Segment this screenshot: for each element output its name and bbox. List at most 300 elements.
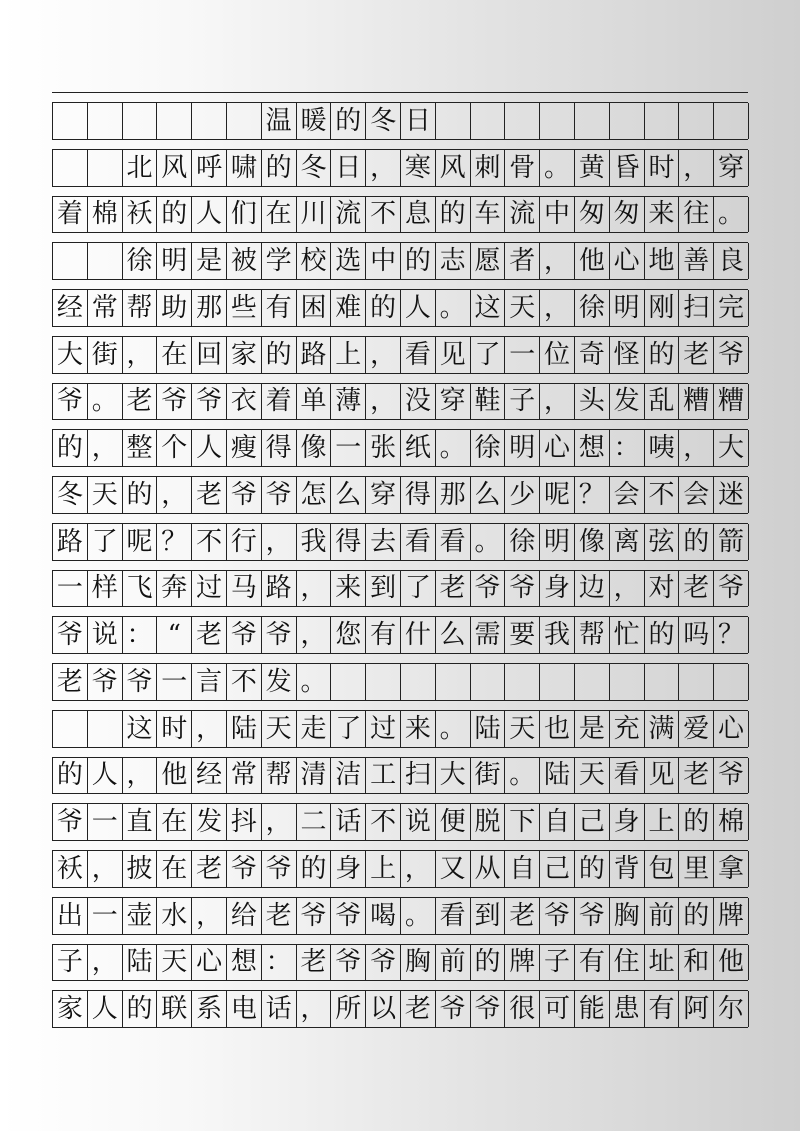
grid-cell [714, 103, 749, 139]
grid-cell: 中 [540, 197, 575, 233]
grid-cell: ？ [575, 477, 610, 513]
grid-cell: 爷 [471, 571, 506, 607]
grid-cell: 牌 [714, 898, 749, 934]
grid-cell: 老 [505, 898, 540, 934]
grid-cell: 上 [645, 804, 680, 840]
grid-cell: ， [401, 851, 436, 887]
grid-cell: 呢 [540, 477, 575, 513]
grid-cell: 联 [157, 991, 192, 1027]
grid-cell: 的 [679, 898, 714, 934]
grid-cell: 。 [505, 758, 540, 794]
grid-cell: 。 [714, 197, 749, 233]
grid-cell: 想 [575, 430, 610, 466]
grid-cell: ？ [157, 524, 192, 560]
grid-cell: 爷 [262, 617, 297, 653]
grid-cell: 上 [331, 337, 366, 373]
grid-cell: 忙 [610, 617, 645, 653]
grid-cell: 往 [679, 197, 714, 233]
grid-cell: 所 [331, 991, 366, 1027]
grid-cell: 川 [297, 197, 332, 233]
grid-cell: 我 [540, 617, 575, 653]
grid-cell [471, 664, 506, 700]
grid-cell: 匆 [610, 197, 645, 233]
grid-cell: 水 [157, 898, 192, 934]
grid-cell: 洁 [331, 758, 366, 794]
grid-cell: 心 [610, 243, 645, 279]
grid-cell: 陆 [123, 945, 158, 981]
grid-cell: 街 [471, 758, 506, 794]
cell-band [52, 944, 748, 981]
grid-cell: 不 [227, 664, 262, 700]
grid-cell: 冬 [366, 103, 401, 139]
grid-cell: 一 [88, 898, 123, 934]
grid-cell: 胸 [610, 898, 645, 934]
grid-cell: 老 [262, 898, 297, 934]
grid-cell: 风 [157, 150, 192, 186]
grid-cell: 志 [436, 243, 471, 279]
grid-cell: 。 [436, 430, 471, 466]
grid-cell: 瘦 [227, 430, 262, 466]
grid-cell: 您 [331, 617, 366, 653]
grid-cell: 位 [540, 337, 575, 373]
grid-cell: 爷 [192, 384, 227, 420]
grid-cell [88, 243, 123, 279]
grid-row [52, 420, 748, 467]
grid-cell: ， [88, 945, 123, 981]
grid-cell: 会 [679, 477, 714, 513]
grid-cell: 爷 [88, 664, 123, 700]
grid-cell: 么 [471, 477, 506, 513]
grid-cell: 说 [88, 617, 123, 653]
grid-cell: ， [366, 150, 401, 186]
grid-cell: ： [262, 945, 297, 981]
grid-cell: 可 [540, 991, 575, 1027]
grid-cell: ， [262, 524, 297, 560]
grid-row [52, 233, 748, 280]
grid-cell [53, 103, 88, 139]
grid-cell: 呢 [123, 524, 158, 560]
grid-cell: 袄 [53, 851, 88, 887]
grid-cell: 。 [436, 711, 471, 747]
grid-cell [610, 664, 645, 700]
grid-cell: 。 [297, 664, 332, 700]
grid-cell: 黄 [575, 150, 610, 186]
grid-cell: 过 [192, 571, 227, 607]
grid-cell: 常 [88, 290, 123, 326]
grid-cell: 己 [575, 804, 610, 840]
grid-cell: 二 [297, 804, 332, 840]
grid-cell: 边 [575, 571, 610, 607]
grid-cell: 冬 [297, 150, 332, 186]
grid-cell: 那 [436, 477, 471, 513]
grid-cell: 阿 [679, 991, 714, 1027]
cell-band [52, 242, 748, 279]
grid-cell: 样 [88, 571, 123, 607]
grid-cell: ， [123, 337, 158, 373]
grid-cell: 怪 [610, 337, 645, 373]
grid-cell: 少 [505, 477, 540, 513]
grid-cell: 时 [157, 711, 192, 747]
grid-cell: 风 [436, 150, 471, 186]
grid-cell: 爷 [227, 851, 262, 887]
grid-cell: 。 [401, 898, 436, 934]
grid-cell: 怎 [297, 477, 332, 513]
grid-cell: 息 [401, 197, 436, 233]
grid-row [52, 467, 748, 514]
grid-cell: 。 [88, 384, 123, 420]
grid-cell: 袄 [123, 197, 158, 233]
grid-cell [645, 103, 680, 139]
grid-row [52, 981, 748, 1028]
grid-cell: 过 [366, 711, 401, 747]
grid-cell: ， [540, 290, 575, 326]
cell-band [52, 757, 748, 794]
grid-cell: 大 [714, 430, 749, 466]
cell-band [52, 803, 748, 840]
grid-cell: 我 [297, 524, 332, 560]
grid-cell: 见 [645, 758, 680, 794]
grid-cell: 人 [192, 430, 227, 466]
grid-cell: 这 [471, 290, 506, 326]
grid-cell: 是 [192, 243, 227, 279]
grid-cell: 的 [123, 477, 158, 513]
grid-cell: 帮 [575, 617, 610, 653]
grid-cell: 不 [645, 477, 680, 513]
grid-cell: 的 [262, 337, 297, 373]
grid-cell: 困 [297, 290, 332, 326]
grid-cell: 中 [366, 243, 401, 279]
grid-cell: 的 [436, 197, 471, 233]
grid-cell: 能 [575, 991, 610, 1027]
grid-row [52, 280, 748, 327]
grid-cell: 的 [297, 851, 332, 887]
grid-cell: 地 [645, 243, 680, 279]
grid-cell [645, 664, 680, 700]
grid-cell: 直 [123, 804, 158, 840]
grid-cell: 啸 [227, 150, 262, 186]
cell-band [52, 196, 748, 233]
grid-cell: 喝 [366, 898, 401, 934]
grid-cell: 他 [157, 758, 192, 794]
grid-cell: 工 [366, 758, 401, 794]
grid-cell: 些 [227, 290, 262, 326]
grid-cell: 爷 [575, 898, 610, 934]
grid-cell: 脱 [471, 804, 506, 840]
grid-cell: 到 [471, 898, 506, 934]
grid-cell: 爷 [157, 384, 192, 420]
grid-cell: 抖 [227, 804, 262, 840]
cell-band [52, 429, 748, 466]
grid-cell: 穿 [436, 384, 471, 420]
grid-cell: 爷 [714, 758, 749, 794]
grid-cell [192, 103, 227, 139]
grid-cell: 家 [53, 991, 88, 1027]
grid-cell: 想 [227, 945, 262, 981]
grid-cell [679, 103, 714, 139]
grid-cell: 去 [366, 524, 401, 560]
grid-cell [540, 664, 575, 700]
grid-cell: 的 [157, 197, 192, 233]
grid-cell: 么 [331, 477, 366, 513]
grid-cell: 大 [436, 758, 471, 794]
grid-cell: 的 [679, 804, 714, 840]
grid-cell: 。 [471, 524, 506, 560]
cell-band [52, 897, 748, 934]
grid-cell: 爷 [331, 945, 366, 981]
grid-cell: 日 [401, 103, 436, 139]
grid-cell: 一 [88, 804, 123, 840]
grid-cell: 子 [540, 945, 575, 981]
grid-cell: 老 [679, 758, 714, 794]
grid-cell: 胸 [401, 945, 436, 981]
grid-cell: 愿 [471, 243, 506, 279]
grid-cell: 鞋 [471, 384, 506, 420]
grid-cell: 糟 [714, 384, 749, 420]
grid-cell: 一 [157, 664, 192, 700]
grid-cell: 的 [123, 991, 158, 1027]
grid-row [52, 607, 748, 654]
grid-cell: 老 [53, 664, 88, 700]
grid-cell: 见 [436, 337, 471, 373]
grid-cell: 马 [227, 571, 262, 607]
grid-cell: ， [297, 991, 332, 1027]
grid-cell: 以 [366, 991, 401, 1027]
grid-cell: 在 [157, 337, 192, 373]
grid-cell: 了 [401, 571, 436, 607]
grid-cell: 了 [88, 524, 123, 560]
grid-cell: 老 [297, 945, 332, 981]
grid-cell: 爷 [53, 384, 88, 420]
grid-cell: 到 [366, 571, 401, 607]
grid-cell: 身 [331, 851, 366, 887]
grid-row [52, 841, 748, 888]
grid-cell: 难 [331, 290, 366, 326]
grid-row [52, 654, 748, 701]
grid-cell: 了 [331, 711, 366, 747]
grid-cell: 发 [610, 384, 645, 420]
grid-cell: 路 [297, 337, 332, 373]
grid-cell: 会 [610, 477, 645, 513]
grid-cell [53, 243, 88, 279]
grid-cell: 身 [540, 571, 575, 607]
grid-cell: 来 [401, 711, 436, 747]
grid-cell: 得 [401, 477, 436, 513]
grid-cell: 大 [53, 337, 88, 373]
grid-cell: ， [610, 571, 645, 607]
cell-band [52, 616, 748, 653]
grid-cell: 患 [610, 991, 645, 1027]
grid-cell: ： [123, 617, 158, 653]
grid-cell: 的 [679, 524, 714, 560]
grid-cell: 清 [297, 758, 332, 794]
grid-cell [88, 711, 123, 747]
grid-cell: 流 [331, 197, 366, 233]
grid-cell [575, 664, 610, 700]
grid-cell: 身 [610, 804, 645, 840]
grid-cell: 己 [540, 851, 575, 887]
grid-cell: ， [88, 430, 123, 466]
grid-cell: 薄 [331, 384, 366, 420]
grid-cell: 话 [262, 991, 297, 1027]
grid-cell: 披 [123, 851, 158, 887]
grid-cell: 在 [157, 851, 192, 887]
grid-cell: 这 [123, 711, 158, 747]
cell-band [52, 850, 748, 887]
grid-cell [540, 103, 575, 139]
grid-cell: 弦 [645, 524, 680, 560]
grid-cell: 单 [297, 384, 332, 420]
grid-cell: 经 [53, 290, 88, 326]
grid-cell [331, 664, 366, 700]
grid-cell: 陆 [471, 711, 506, 747]
grid-cell: 很 [505, 991, 540, 1027]
grid-cell: 拿 [714, 851, 749, 887]
grid-cell: 帮 [123, 290, 158, 326]
grid-cell [610, 103, 645, 139]
grid-cell: 有 [575, 945, 610, 981]
grid-cell [123, 103, 158, 139]
grid-cell [436, 103, 471, 139]
grid-cell: 冬 [53, 477, 88, 513]
grid-cell: ， [262, 804, 297, 840]
grid-cell: 不 [366, 197, 401, 233]
grid-cell [505, 103, 540, 139]
grid-cell: 爷 [436, 991, 471, 1027]
cell-band [52, 102, 748, 139]
grid-cell: 爷 [123, 664, 158, 700]
grid-cell: 有 [262, 290, 297, 326]
grid-cell [88, 103, 123, 139]
grid-cell: 昏 [610, 150, 645, 186]
grid-cell: 是 [575, 711, 610, 747]
grid-cell: ， [679, 430, 714, 466]
cell-band [52, 570, 748, 607]
grid-cell: 像 [575, 524, 610, 560]
grid-cell [53, 150, 88, 186]
grid-cell: ， [123, 758, 158, 794]
grid-row [52, 514, 748, 561]
grid-cell: 扫 [401, 758, 436, 794]
grid-cell: 明 [540, 524, 575, 560]
grid-cell [679, 664, 714, 700]
grid-cell: 徐 [505, 524, 540, 560]
grid-cell: 呼 [192, 150, 227, 186]
grid-cell: 吗 [679, 617, 714, 653]
grid-cell: 一 [331, 430, 366, 466]
grid-cell: 的 [331, 103, 366, 139]
grid-cell: 个 [157, 430, 192, 466]
grid-cell: 爷 [540, 898, 575, 934]
grid-cell: 不 [192, 524, 227, 560]
grid-cell: 需 [471, 617, 506, 653]
grid-cell: 刺 [471, 150, 506, 186]
cell-band [52, 476, 748, 513]
grid-cell: 没 [401, 384, 436, 420]
grid-cell [505, 664, 540, 700]
grid-cell: 的 [53, 758, 88, 794]
grid-cell: 尔 [714, 991, 749, 1027]
grid-cell: 看 [401, 337, 436, 373]
grid-cell: 看 [401, 524, 436, 560]
grid-cell: 老 [123, 384, 158, 420]
grid-cell: 要 [505, 617, 540, 653]
grid-cell: 背 [610, 851, 645, 887]
grid-cell: 家 [227, 337, 262, 373]
grid-cell: 发 [192, 804, 227, 840]
grid-cell: 老 [192, 851, 227, 887]
grid-cell [157, 103, 192, 139]
grid-cell: 老 [679, 571, 714, 607]
grid-cell: ： [610, 430, 645, 466]
grid-cell: 徐 [123, 243, 158, 279]
grid-cell: ， [297, 571, 332, 607]
grid-cell: 人 [88, 758, 123, 794]
grid-cell: 常 [227, 758, 262, 794]
cell-band [52, 383, 748, 420]
grid-cell: ， [540, 384, 575, 420]
grid-cell: 帮 [262, 758, 297, 794]
grid-cell: 迷 [714, 477, 749, 513]
grid-cell: 爷 [53, 617, 88, 653]
cell-band [52, 710, 748, 747]
grid-cell: 便 [436, 804, 471, 840]
grid-row [52, 561, 748, 608]
grid-cell: 爷 [297, 898, 332, 934]
grid-cell [575, 103, 610, 139]
grid-cell: 。 [436, 290, 471, 326]
grid-row [52, 748, 748, 795]
grid-cell: 了 [471, 337, 506, 373]
grid-cell: 徐 [575, 290, 610, 326]
grid-cell: 奇 [575, 337, 610, 373]
grid-cell: 的 [401, 243, 436, 279]
grid-cell: 天 [505, 711, 540, 747]
grid-cell: ， [366, 384, 401, 420]
grid-cell: 张 [366, 430, 401, 466]
grid-cell: 老 [401, 991, 436, 1027]
grid-cell: 离 [610, 524, 645, 560]
grid-cell: 咦 [645, 430, 680, 466]
grid-cell: 被 [227, 243, 262, 279]
grid-cell: 子 [505, 384, 540, 420]
grid-cell: 爷 [471, 991, 506, 1027]
grid-cell: 发 [262, 664, 297, 700]
grid-cell: ？ [714, 617, 749, 653]
grid-cell: 的 [575, 851, 610, 887]
grid-cell: 良 [714, 243, 749, 279]
grid-row [52, 935, 748, 982]
title-row [52, 93, 748, 140]
grid-cell: 纸 [401, 430, 436, 466]
grid-cell: 选 [331, 243, 366, 279]
grid-row [52, 140, 748, 187]
cell-band [52, 336, 748, 373]
grid-cell: 牌 [505, 945, 540, 981]
grid-cell: 。 [540, 150, 575, 186]
grid-cell: 爷 [262, 477, 297, 513]
grid-cell: ， [192, 898, 227, 934]
grid-cell: 得 [262, 430, 297, 466]
grid-cell: 像 [297, 430, 332, 466]
grid-cell: 穿 [366, 477, 401, 513]
grid-cell: 看 [610, 758, 645, 794]
grid-cell: 街 [88, 337, 123, 373]
grid-cell: 校 [297, 243, 332, 279]
grid-cell: 址 [645, 945, 680, 981]
grid-cell: 天 [88, 477, 123, 513]
grid-cell: 学 [262, 243, 297, 279]
grid-cell: 言 [192, 664, 227, 700]
